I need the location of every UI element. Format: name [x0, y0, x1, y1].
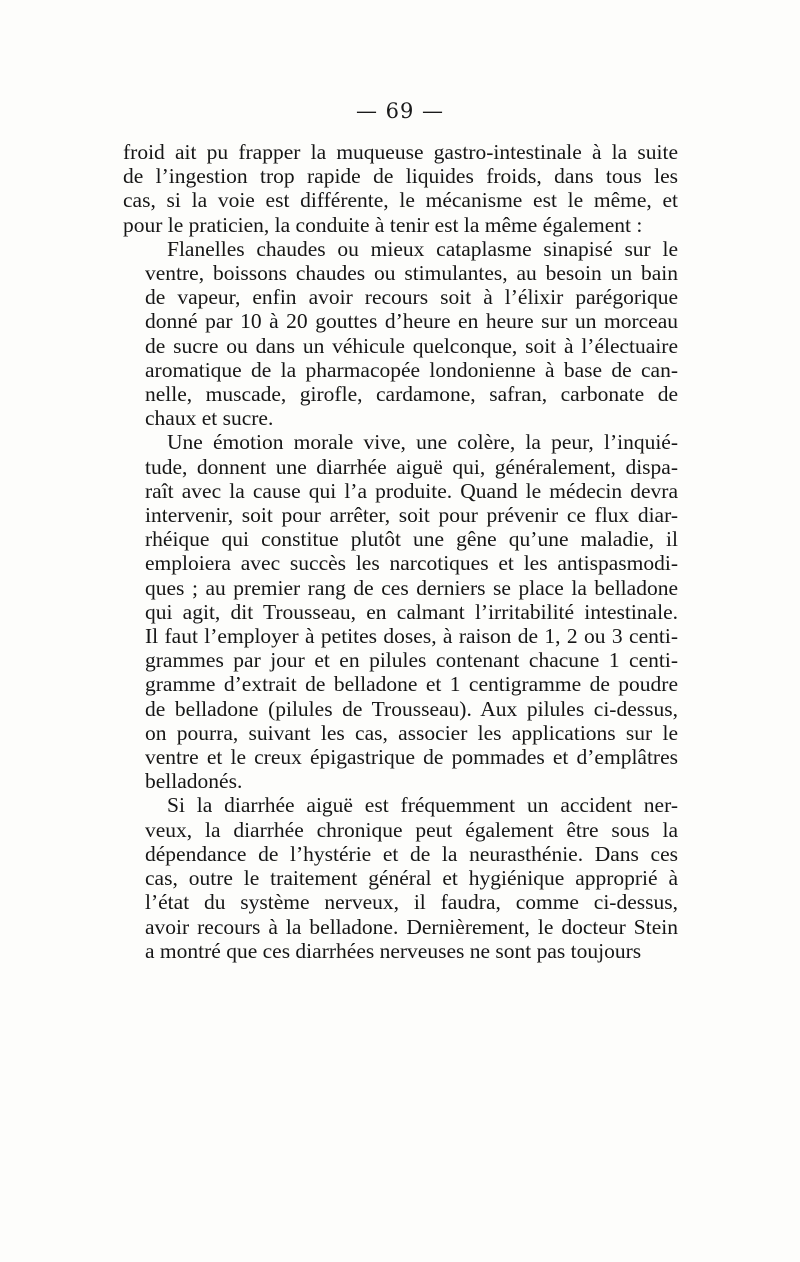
text-line: de sucre ou dans un véhicule quelconque, soit à l’électuaire [145, 333, 678, 358]
text-line: dépendance de l’hystérie et de la neurasthénie. Dans ces [145, 841, 678, 866]
text-line: grammes par jour et en pilules contenant chacune 1 centi- [145, 648, 678, 673]
text-line: chaux et sucre. [145, 406, 274, 431]
text-line: de belladone (pilules de Trousseau). Aux pilules ci-dessus, [145, 696, 678, 721]
text-line: froid ait pu frapper la muqueuse gastro-intestinale à la suite [123, 140, 678, 164]
text-line: on pourra, suivant les cas, associer les applications sur le [145, 720, 678, 745]
text-line: belladonés. [145, 769, 243, 794]
text-line: Si la diarrhée aiguë est fréquemment un accident ner- [167, 793, 678, 818]
page-number: — 69 — [355, 99, 445, 123]
text-line: veux, la diarrhée chronique peut également être sous la [145, 817, 678, 842]
paragraph [123, 237, 678, 431]
text-line: l’état du système nerveux, il faudra, comme ci-dessus, [145, 890, 678, 915]
text-line: intervenir, soit pour arrêter, soit pour prévenir ce flux diar- [145, 503, 678, 528]
text-line: nelle, muscade, girofle, cardamone, safran, carbonate de [145, 382, 678, 407]
text-line: cas, si la voie est différente, le mécanisme est le même, et [123, 188, 678, 213]
text-line: aromatique de la pharmacopée londonienne à base de can- [145, 357, 678, 382]
text-line: Il faut l’employer à petites doses, à raison de 1, 2 ou 3 centi- [145, 624, 678, 649]
text-line: pour le praticien, la conduite à tenir est la même également : [123, 212, 643, 237]
body-text [123, 140, 678, 963]
text-line: a montré que ces diarrhées nerveuses ne sont pas toujours [145, 938, 642, 963]
text-line: ques ; au premier rang de ces derniers se place la belladone [145, 575, 678, 600]
text-line: avoir recours à la belladone. Dernièrement, le docteur Stein [145, 914, 678, 939]
text-line: ventre et le creux épigastrique de pommades et d’emplâtres [145, 745, 678, 770]
text-line: qui agit, dit Trousseau, en calmant l’irritabilité intestinale. [145, 599, 678, 624]
text-line: emploiera avec succès les narcotiques et les antispasmodi- [145, 551, 678, 576]
text-line: rhéique qui constitue plutôt une gêne qu’une maladie, il [145, 527, 678, 552]
text-line: gramme d’extrait de belladone et 1 centigramme de poudre [145, 672, 678, 697]
text-line: de vapeur, enfin avoir recours soit à l’élixir parégorique [145, 285, 678, 310]
text-line: Une émotion morale vive, une colère, la peur, l’inquié- [167, 430, 678, 455]
text-line: donné par 10 à 20 gouttes d’heure en heure sur un morceau [145, 309, 678, 334]
text-line: Flanelles chaudes ou mieux cataplasme sinapisé sur le [167, 236, 678, 261]
text-line: cas, outre le traitement général et hygiénique approprié à [145, 866, 678, 891]
text-line: tude, donnent une diarrhée aiguë qui, généralement, dispa- [145, 454, 678, 479]
text-line: de l’ingestion trop rapide de liquides froids, dans tous les [123, 164, 678, 189]
paragraph [123, 140, 678, 237]
paragraph [123, 793, 678, 962]
text-line: raît avec la cause qui l’a produite. Quand le médecin devra [145, 478, 678, 503]
paragraph [123, 430, 678, 793]
text-line: ventre, boissons chaudes ou stimulantes, au besoin un bain [145, 261, 678, 286]
